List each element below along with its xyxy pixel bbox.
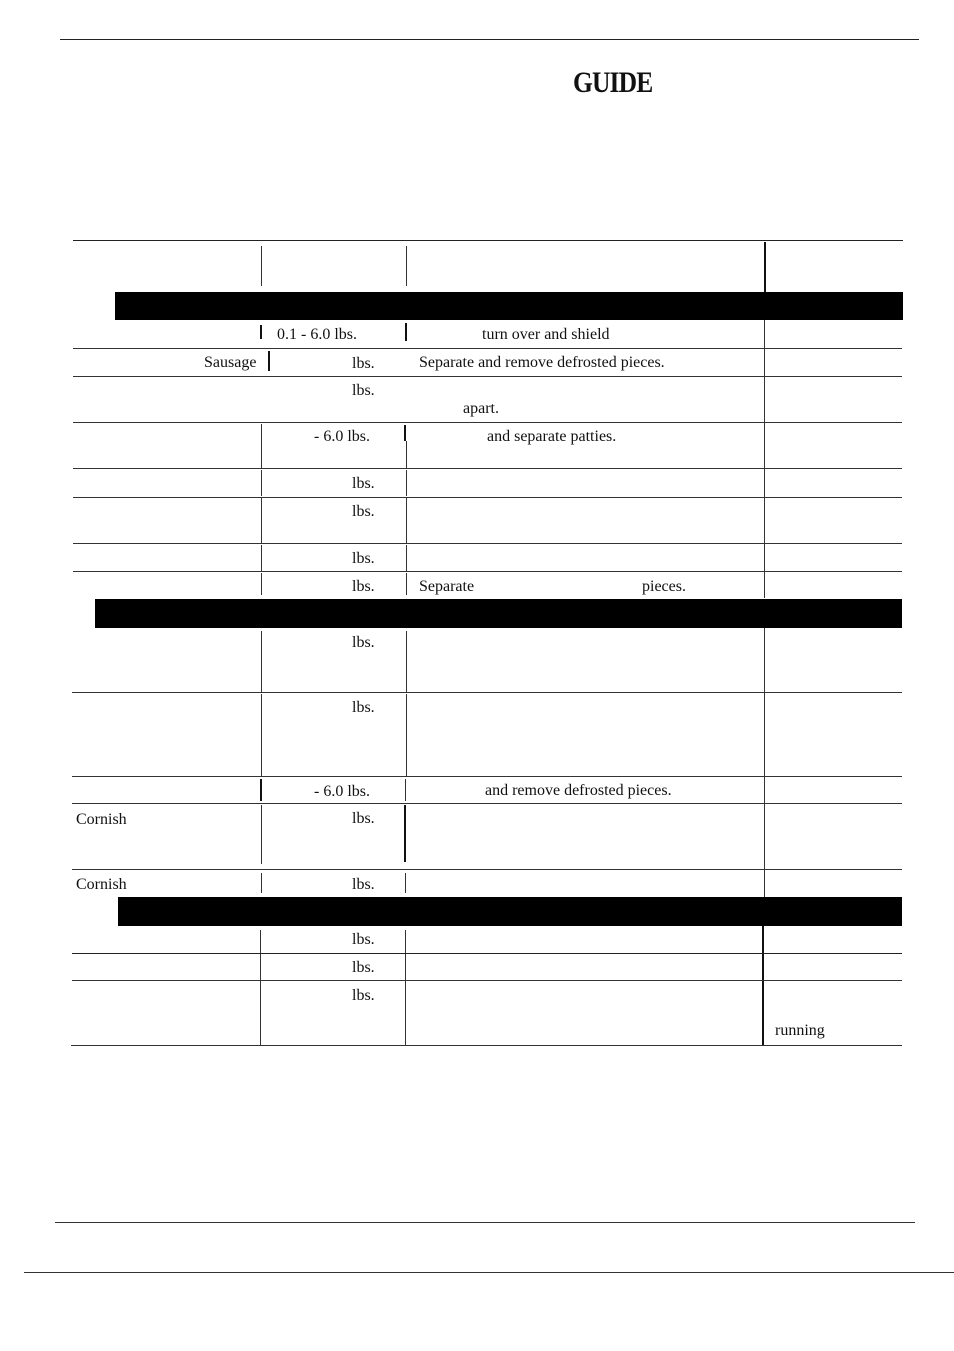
col-sep-weight [405,930,406,1046]
col-sep-item [261,470,262,496]
table-bottom-rule [71,1045,902,1046]
col-sep-weight [406,694,407,776]
col-sep-item [260,779,262,801]
item-cell: Sausage [204,354,257,371]
header-col-sep-1 [261,246,262,286]
weight-cell: - 6.0 lbs. [314,428,370,445]
row-divider [73,571,902,572]
row-divider [72,953,902,954]
col-sep-weight [406,631,407,693]
col-sep-item [260,930,261,1046]
weight-cell: lbs. [352,959,375,976]
row-divider [72,980,902,981]
header-col-sep-2 [406,246,407,286]
weight-cell: lbs. [352,987,375,1004]
col-sep-weight [405,779,406,801]
item-cell: Cornish [76,811,127,828]
row-divider [72,776,902,777]
weight-cell: lbs. [352,578,375,595]
row-divider [72,803,902,804]
col-sep-weight [406,441,407,468]
instructions-cell: turn over and shield [482,326,610,343]
col-sep-weight [406,470,407,496]
row-divider [73,376,902,377]
table-top-rule [73,240,903,241]
row-divider [72,869,902,870]
instructions-cell: apart. [463,400,499,417]
col-sep-item [261,631,262,693]
col-sep-weight [404,805,406,862]
col-sep-right [762,926,764,1046]
instructions-cell: Separate and remove defrosted pieces. [419,354,665,371]
col-sep-weight [406,498,407,544]
section-header-bar-3 [118,897,902,926]
weight-cell: lbs. [352,810,375,827]
row-divider [72,692,902,693]
weight-cell: lbs. [352,475,375,492]
weight-cell: lbs. [352,876,375,893]
weight-cell: lbs. [352,699,375,716]
col-sep-weight [406,545,407,571]
weight-cell: lbs. [352,550,375,567]
footer-rule-1 [55,1222,915,1223]
weight-cell: lbs. [352,355,375,372]
col-sep-weight [405,323,407,341]
instructions-cell: and separate patties. [487,428,617,445]
col-sep-right [764,320,765,598]
col-sep-item [268,351,270,371]
top-rule [60,39,919,40]
weight-cell: lbs. [352,931,375,948]
weight-cell: - 6.0 lbs. [314,783,370,800]
col-sep-weight [405,873,406,893]
col-sep-item [261,805,262,864]
col-sep-weight [406,573,407,595]
section-header-bar-1 [115,292,903,320]
instructions-cell: and remove defrosted pieces. [485,782,672,799]
right-cell: running [775,1022,825,1039]
row-divider [73,468,902,469]
col-sep-right [764,628,765,898]
col-sep-weight [404,425,406,441]
section-header-bar-2 [95,599,902,628]
weight-cell: lbs. [352,634,375,651]
col-sep-item [261,694,262,776]
row-divider [73,497,902,498]
weight-cell: 0.1 - 6.0 lbs. [277,326,357,343]
col-sep-item [261,424,262,468]
page-title: GUIDE [573,66,653,99]
item-cell: Cornish [76,876,127,893]
col-sep-item [261,873,262,893]
row-divider [73,422,902,423]
header-col-sep-3 [764,242,766,292]
col-sep-item [261,573,262,595]
col-sep-item [261,545,262,571]
col-sep-item [260,325,262,339]
instructions-cell: Separate [419,578,475,595]
row-divider [73,543,902,544]
instructions-cell: pieces. [642,578,686,595]
col-sep-item [261,498,262,544]
weight-cell: lbs. [352,382,375,399]
footer-rule-2 [24,1272,954,1273]
weight-cell: lbs. [352,503,375,520]
row-divider [73,348,902,349]
